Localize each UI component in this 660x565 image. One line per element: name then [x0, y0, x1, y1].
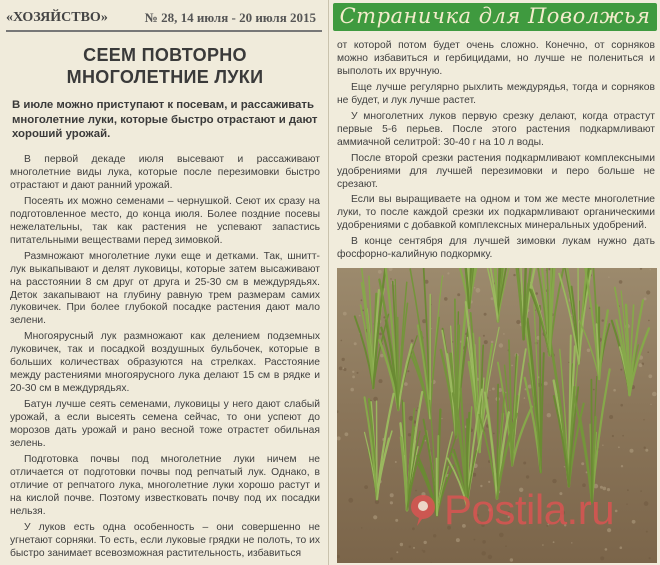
- paragraph: Многоярусный лук размножают как делением подземных луковичек, так и посадкой воздушных бульбочек, которые в больших количествах образуются на стрелках. Расстояние между растениями многоярусного лука делают 15 см в рядке и 20-30 см в междурядьях.: [10, 331, 320, 395]
- paragraph: После второй срезки растения подкармливают комплексными удобрениями для лучшей перезимовки и перо больше не срезают.: [337, 152, 655, 190]
- paragraph: Посеять их можно семенами – чернушкой. Сеют их сразу на подготовленное место, до конца июля. Более поздние посевы нежелательны, так как растения не успевают запастись питательными веществами перед зимовкой.: [10, 195, 320, 246]
- soil-speck: [457, 293, 460, 296]
- soil-speck: [411, 339, 414, 342]
- masthead: [6, 10, 322, 30]
- soil-speck: [488, 555, 492, 559]
- soil-speck: [647, 351, 649, 353]
- soil-speck: [364, 485, 368, 489]
- soil-speck: [342, 358, 345, 361]
- masthead-divider: [6, 30, 322, 32]
- soil-speck: [345, 432, 349, 436]
- soil-speck: [492, 388, 495, 391]
- soil-speck: [373, 515, 377, 519]
- soil-speck: [444, 297, 448, 301]
- soil-speck: [352, 371, 354, 373]
- watermark-text: Postila.ru: [444, 486, 615, 533]
- soil-speck: [489, 390, 490, 391]
- soil-speck: [404, 382, 408, 386]
- soil-speck: [390, 501, 393, 504]
- paper-name: «ХОЗЯЙСТВО»: [6, 10, 108, 25]
- section-banner: [333, 3, 657, 31]
- paragraph: Подготовка почвы под многолетние луки ничем не отличается от подготовки почвы под репчатый лук. Однако, в отличие от репчатого лука, многолетние луки хорошо растут и на кислой почве. Поэтому известковать почву под их посадки нельзя.: [10, 453, 320, 517]
- column-divider: [328, 0, 329, 565]
- soil-speck: [644, 501, 649, 506]
- soil-speck: [523, 462, 526, 465]
- soil-speck: [431, 328, 432, 329]
- soil-speck: [379, 379, 383, 383]
- soil-speck: [423, 550, 426, 553]
- soil-speck: [602, 445, 603, 446]
- soil-speck: [516, 320, 520, 324]
- soil-speck: [526, 475, 529, 478]
- soil-speck: [373, 397, 378, 402]
- soil-speck: [408, 433, 411, 436]
- soil-speck: [513, 274, 515, 276]
- soil-speck: [474, 287, 476, 289]
- soil-speck: [649, 557, 651, 559]
- soil-speck: [615, 510, 618, 513]
- soil-speck: [456, 538, 460, 542]
- left-body: [10, 154, 320, 564]
- soil-speck: [412, 527, 415, 530]
- soil-speck: [571, 542, 572, 543]
- soil-speck: [505, 545, 507, 547]
- soil-speck: [645, 449, 648, 452]
- soil-speck: [648, 320, 650, 322]
- paragraph: Батун лучше сеять семенами, луковицы у него дают слабый урожай, а если высеять семена сейчас, то они успеют до морозов дать урожай и рано весной тоже отрастет обильная зелень.: [10, 399, 320, 450]
- soil-speck: [425, 440, 427, 442]
- soil-speck: [379, 333, 382, 336]
- soil-speck: [650, 404, 651, 405]
- soil-speck: [350, 388, 354, 392]
- onion-leaf: [497, 385, 498, 499]
- soil-speck: [587, 349, 591, 353]
- soil-speck: [644, 447, 646, 449]
- soil-speck: [593, 389, 595, 391]
- soil-speck: [499, 343, 503, 347]
- soil-speck: [433, 534, 436, 537]
- soil-speck: [343, 312, 347, 316]
- soil-speck: [632, 520, 636, 524]
- soil-speck: [395, 519, 398, 522]
- soil-speck: [602, 319, 604, 321]
- soil-speck: [407, 370, 409, 372]
- soil-speck: [564, 466, 565, 467]
- soil-speck: [409, 546, 411, 548]
- soil-speck: [612, 435, 614, 437]
- soil-speck: [640, 490, 642, 492]
- soil-speck: [627, 489, 629, 491]
- soil-speck: [491, 341, 494, 344]
- soil-speck: [359, 315, 361, 317]
- soil-speck: [510, 558, 513, 561]
- soil-speck: [491, 297, 494, 300]
- soil-speck: [652, 392, 657, 397]
- soil-speck: [390, 278, 391, 279]
- soil-speck: [416, 410, 417, 411]
- soil-speck: [361, 527, 362, 528]
- soil-speck: [488, 481, 490, 483]
- soil-speck: [352, 376, 355, 379]
- soil-speck: [643, 419, 644, 420]
- soil-speck: [511, 365, 513, 367]
- soil-speck: [639, 363, 643, 367]
- paragraph: У многолетних луков первую срезку делают, когда отрастут первые 5-6 перьев. После этого растения подкармливают аммиачной селитрой: 30-40 г на 10 л воды.: [337, 110, 655, 148]
- soil-speck: [474, 539, 476, 541]
- soil-speck: [476, 288, 481, 293]
- soil-speck: [415, 490, 417, 492]
- soil-speck: [503, 333, 505, 335]
- soil-speck: [395, 461, 397, 463]
- soil-speck: [354, 342, 357, 345]
- onion-leaf: [591, 380, 592, 503]
- soil-speck: [620, 369, 622, 371]
- soil-speck: [339, 367, 343, 371]
- soil-speck: [484, 313, 487, 316]
- soil-speck: [552, 479, 556, 483]
- soil-speck: [630, 449, 634, 453]
- soil-speck: [413, 547, 415, 549]
- soil-speck: [396, 551, 398, 553]
- soil-speck: [341, 340, 343, 342]
- paragraph: Размножают многолетние луки еще и детками. Так, шнитт-лук выкапывают и делят луковицы, которые затем высаживают на расстоянии 8 см друг от друга и 25-30 см в междурядьях. Деток закапывают на глубину равную трем размерам самих луковичек. При более глубокой посадке растения дают мало зелени.: [10, 250, 320, 327]
- soil-speck: [357, 372, 359, 374]
- paragraph: У луков есть одна особенность – они совершенно не угнетают сорняки. То есть, если луковые грядки не полоть, то их быстро занимает всевозможная растительность, избавиться: [10, 521, 320, 559]
- soil-speck: [646, 290, 650, 294]
- soil-speck: [613, 389, 616, 392]
- soil-speck: [493, 433, 495, 435]
- soil-speck: [524, 397, 526, 399]
- soil-speck: [422, 550, 423, 551]
- soil-speck: [605, 548, 608, 551]
- soil-speck: [482, 551, 486, 555]
- soil-speck: [547, 413, 551, 417]
- soil-speck: [646, 531, 648, 533]
- soil-speck: [600, 556, 604, 560]
- left-column: [0, 0, 327, 565]
- soil-speck: [482, 540, 486, 544]
- paragraph: В первой декаде июля высевают и рассаживают многолетние виды лука, которые после перезимовки быстро отрастают и дают ранний урожай.: [10, 154, 320, 191]
- paragraph: от которой потом будет очень сложно. Конечно, от сорняков можно избавиться и гербицидами, но лучше не полениться и выполоть их вручную.: [337, 40, 655, 77]
- soil-speck: [361, 299, 363, 301]
- soil-speck: [620, 404, 623, 407]
- paragraph: Если вы выращиваете на одном и том же месте многолетние луки, то после каждой срезки их подкармливают органическими удобрениями с добавкой комплексных минеральных удобрений.: [337, 194, 655, 232]
- soil-speck: [648, 374, 652, 378]
- pin-icon: [408, 493, 438, 527]
- article-headline: СЕЕМ ПОВТОРНО МНОГОЛЕТНИЕ ЛУКИ: [66, 45, 264, 87]
- issue-date: № 28, 14 июля - 20 июля 2015: [144, 10, 316, 25]
- soil-speck: [620, 546, 623, 549]
- soil-speck: [535, 292, 538, 295]
- soil-speck: [441, 418, 442, 419]
- soil-speck: [424, 541, 427, 544]
- soil-speck: [622, 435, 624, 437]
- soil-speck: [621, 465, 623, 467]
- soil-speck: [375, 500, 379, 504]
- soil-speck: [483, 335, 485, 337]
- soil-speck: [447, 272, 449, 274]
- soil-speck: [618, 446, 620, 448]
- soil-speck: [619, 280, 623, 284]
- soil-speck: [400, 543, 403, 546]
- soil-speck: [380, 354, 384, 358]
- soil-speck: [342, 367, 344, 369]
- banner-title: Страничка для Поволжья: [339, 4, 651, 28]
- right-body: [337, 40, 655, 265]
- soil-speck: [544, 382, 548, 386]
- soil-speck: [390, 557, 393, 560]
- soil-speck: [608, 277, 609, 278]
- paragraph: Еще лучше регулярно рыхлить междурядья, тогда и сорняков не будет, и лук лучше растет.: [337, 81, 655, 106]
- soil-speck: [553, 541, 555, 543]
- article-lead: В июле можно приступают к посевам, и рассаживать многолетние луки, которые быстро отрастают и дают хороший урожай.: [12, 99, 318, 141]
- soil-speck: [581, 462, 584, 465]
- soil-speck: [650, 269, 652, 271]
- soil-speck: [542, 544, 544, 546]
- paragraph: В конце сентября для лучшей зимовки лукам нужно дать фосфорно-калийную подкормку.: [337, 236, 655, 261]
- soil-speck: [609, 415, 613, 419]
- soil-speck: [626, 504, 627, 505]
- soil-speck: [390, 493, 394, 497]
- soil-speck: [484, 340, 488, 344]
- soil-speck: [378, 270, 382, 274]
- soil-speck: [348, 498, 353, 503]
